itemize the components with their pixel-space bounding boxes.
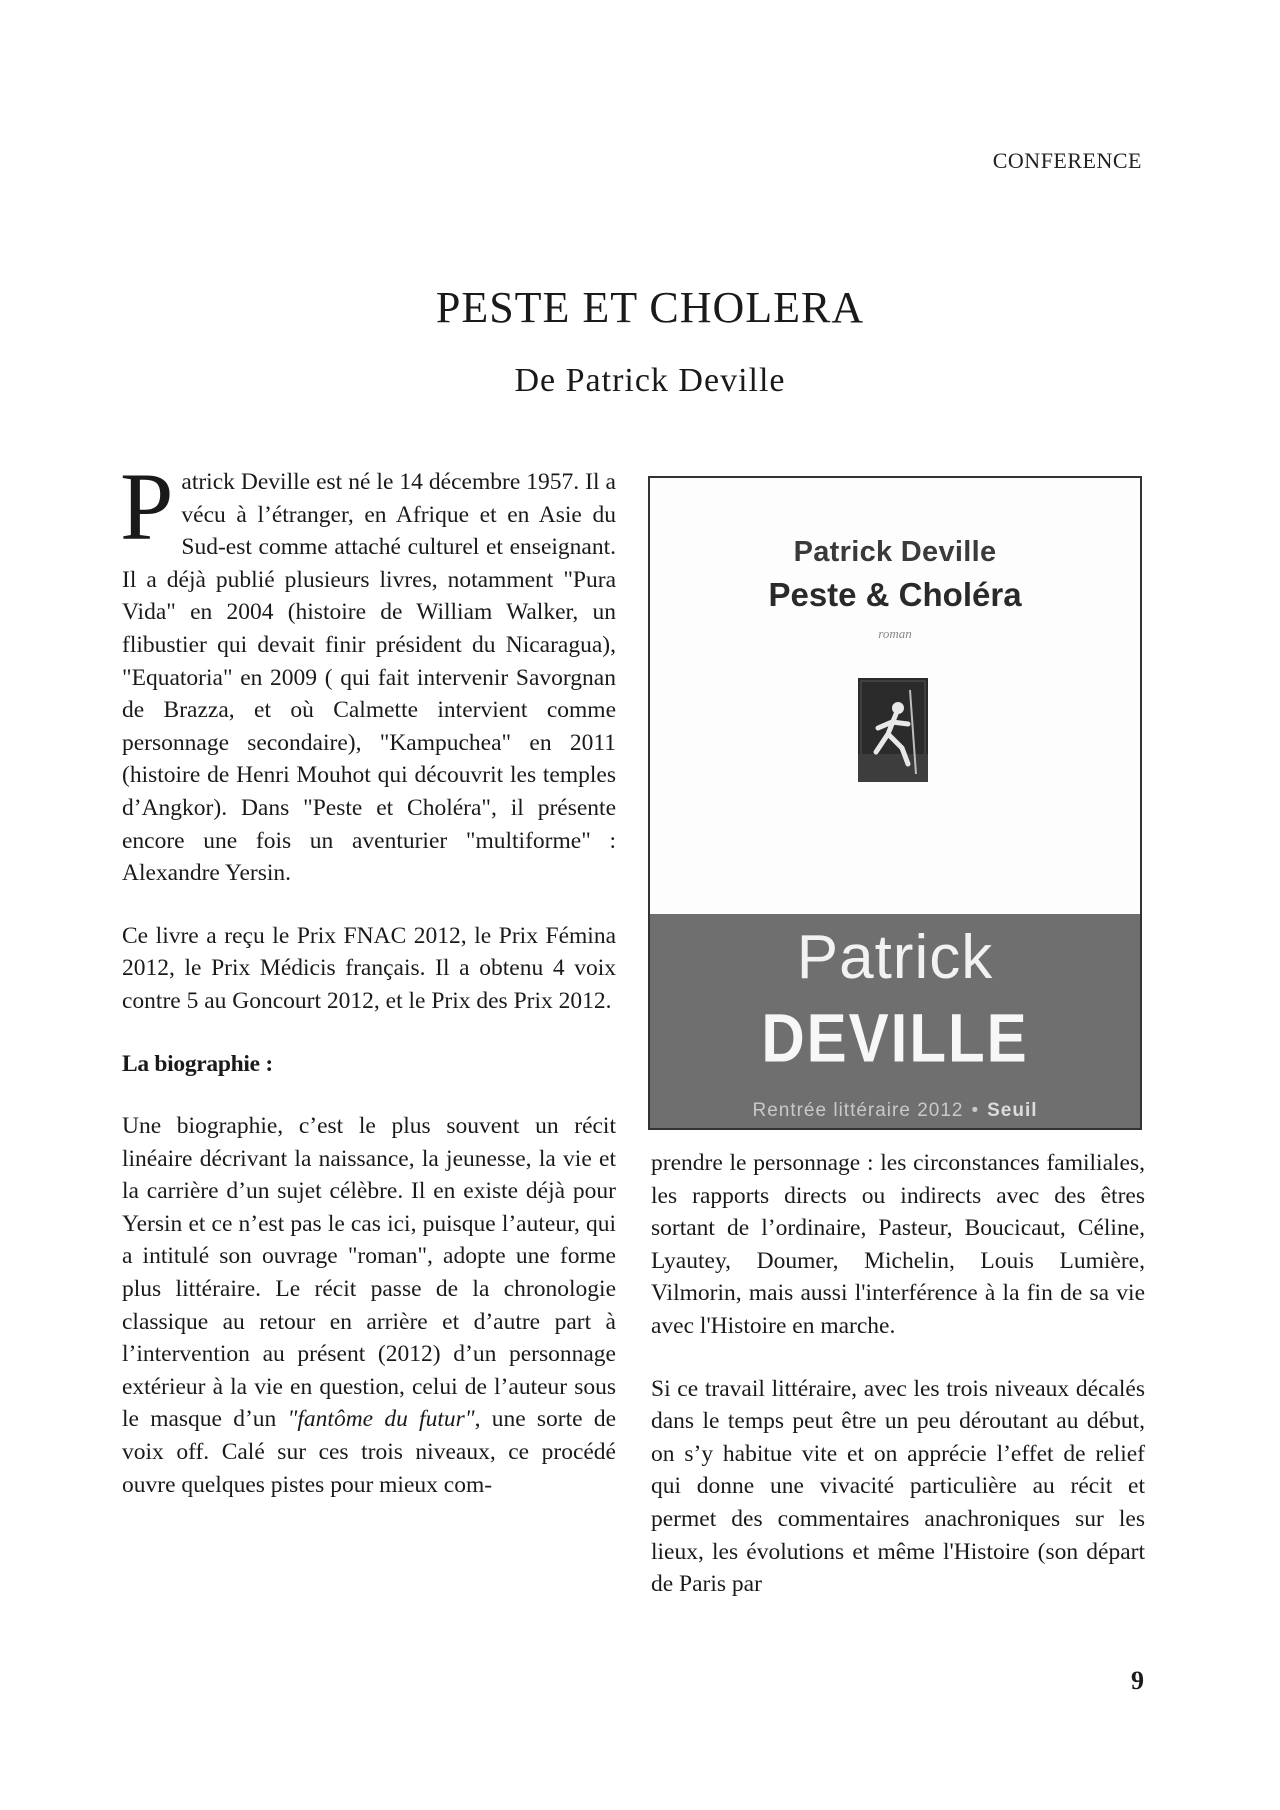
cover-publisher: Seuil xyxy=(987,1100,1038,1121)
cover-band-last-name: DEVILLE xyxy=(761,999,1029,1077)
cover-separator: • xyxy=(971,1100,980,1121)
book-cover xyxy=(648,476,1142,1130)
intro-paragraph xyxy=(120,453,616,890)
running-header: CONFERENCE xyxy=(992,148,1142,173)
cover-band xyxy=(650,914,1140,1128)
literary-paragraph: Si ce travail littéraire, avec les trois niveaux décalés dans le temps peut être un peu déroutant au début, on s’y habitue vite et on apprécie l’effet de relief qui donne une vivacité particulière au récit et permet des commentaires anachroniques sur les lieux, les évolutions et même l'Histoire (son départ de Paris par xyxy=(651,1375,1145,1598)
cover-band-footer xyxy=(650,1100,1140,1122)
cover-author: Patrick Deville xyxy=(793,536,997,568)
biography-paragraph xyxy=(122,1110,616,1501)
page-number: 9 xyxy=(1131,1666,1144,1695)
article-title: PESTE ET CHOLERA xyxy=(435,283,865,332)
cover-band-first-name: Patrick xyxy=(796,923,994,992)
drop-cap: P xyxy=(120,453,174,560)
cover-genre: roman xyxy=(878,626,912,641)
prizes-paragraph: Ce livre a reçu le Prix FNAC 2012, le Prix Fémina 2012, le Prix Médicis français. Il a obtenu 4 voix contre 5 au Goncourt 2012, et le Prix des Prix 2012. xyxy=(122,922,616,1014)
cover-running-figure-illustration xyxy=(858,678,928,782)
left-column xyxy=(120,453,616,1531)
cover-collection: Rentrée littéraire 2012 xyxy=(752,1100,964,1121)
article-subtitle: De Patrick Deville xyxy=(514,362,786,399)
continuation-paragraph: prendre le personnage : les circonstances familiales, les rapports directs ou indirects avec des êtres sortant de l’ordinaire, Pasteur, Boucicaut, Céline, Lyautey, Doumer, Michelin, Louis Lumière, Vilmorin, mais aussi l'interférence à la fin de sa vie avec l'Histoire en marche. xyxy=(651,1150,1145,1339)
biography-quote: "fantôme du futur" xyxy=(287,1406,475,1433)
right-column xyxy=(651,1147,1145,1631)
biography-text-start: Une biographie, c’est le plus souvent un récit linéaire décrivant la naissance, la jeunesse, la vie et la carrière d’un sujet célèbre. Il en existe déjà pour Yersin et ce n’est pas le cas ici, puisque l’auteur, qui a intitulé son ouvrage "roman", adopte une forme plus littéraire. Le récit passe de la chronologie classique au retour en arrière et d’autre part à l’intervention au présent (2012) d’un personnage extérieur à la vie en question, celui de l’auteur sous le masque d’un xyxy=(122,1113,616,1433)
section-heading: La biographie : xyxy=(122,1050,273,1077)
intro-text: atrick Deville est né le 14 décembre 1957. Il a vécu à l’étranger, en Afrique et en Asie du Sud-est comme attaché culturel et enseignant. Il a déjà publié plusieurs livres, notamment "Pura Vida" en 2004 (histoire de William Walker, un flibustier qui devait finir président du Nicaragua), "Equatoria" en 2009 ( qui fait intervenir Savorgnan de Brazza, et où Calmette intervient comme personnage secondaire), "Kampuchea" en 2011 (histoire de Henri Mouhot qui découvrit les temples d’Angkor). Dans "Peste et Choléra", il présente encore une fois un aventurier "multiforme" : Alexandre Yersin. xyxy=(122,469,616,887)
biography-text-end: , une sorte de voix off. Calé sur ces trois niveaux, ce procédé ouvre quelques pistes pour mieux com- xyxy=(122,1406,616,1498)
cover-title: Peste & Choléra xyxy=(768,576,1022,613)
